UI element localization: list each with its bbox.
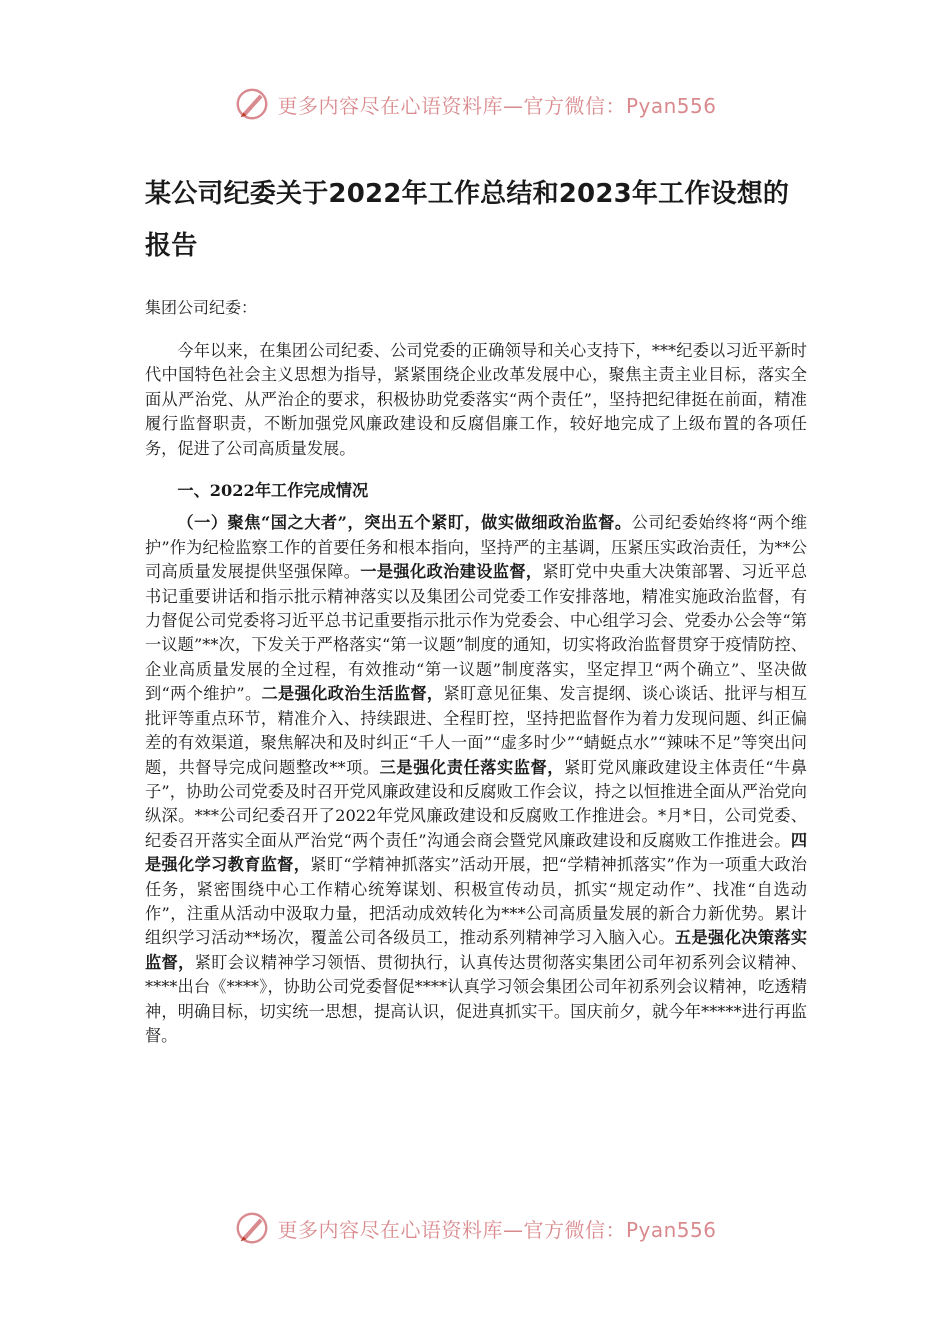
bottom-watermark-banner — [0, 1206, 950, 1250]
pen-circle-logo-icon — [233, 1209, 271, 1247]
watermark-text: 更多内容尽在心语资料库—官方微信：Pyan556 — [277, 93, 717, 118]
document-body — [145, 168, 807, 1048]
document-title: 某公司纪委关于2022年工作总结和2023年工作设想的报告 — [145, 179, 790, 261]
section-1-1-paragraph — [145, 511, 807, 1048]
intro-paragraph: 今年以来，在集团公司纪委、公司党委的正确领导和关心支持下，***纪委以习近平新时代中国特色社会主义思想为指导，紧紧围绕企业改革发展中心，聚焦主责主业目标，落实全面从严治党、从严治企的要求，积极协助党委落实“两个责任”，坚持把纪律挺在前面，精准履行监督职责，不断加强党风廉政建设和反腐倡廉工作，较好地完成了上级布置的各项任务，促进了公司高质量发展。 — [145, 341, 807, 458]
point-heading-4: 四是强化学习教育监督， — [145, 830, 807, 875]
pen-circle-logo-icon — [233, 85, 271, 123]
paragraph-text: 紧盯会议精神学习领悟、贯彻执行，认真传达贯彻落实集团公司年初系列会议精神、****出台《****》，协助公司党委督促****认真学习领会集团公司年初系列会议精神，吃透精神，明确目标，切实统一思想，提高认识，促进真抓实干。国庆前夕，就今年*****进行再监督。 — [145, 952, 808, 1045]
paragraph-text: 公司纪委始终将“两个维护”作为纪检监察工作的首要任务和根本指向，坚持严的主基调，压紧压实政治责任，为**公司高质量发展提供坚强保障。 — [145, 513, 807, 582]
subsection-heading: （一）聚焦“国之大者”，突出五个紧盯，做实做细政治监督。 — [177, 513, 632, 533]
addressee: 集团公司纪委： — [145, 298, 258, 317]
section-heading-1: 一、2022年工作完成情况 — [177, 481, 369, 501]
point-heading-1: 一是强化政治建设监督， — [360, 562, 543, 582]
paragraph-text: 紧盯“学精神抓落实”活动开展，把“学精神抓落实”作为一项重大政治任务，紧密围绕中心工作精心统筹谋划、积极宣传动员，抓实“规定动作”、找准“自选动作”，注重从活动中汲取力量，把活动成效转化为***公司高质量发展的新合力新优势。累计组织学习活动**场次，覆盖公司各级员工，推动系列精神学习入脑入心。 — [145, 855, 807, 948]
point-heading-5: 五是强化决策落实监督， — [145, 928, 808, 972]
paragraph-text: 紧盯意见征集、发言提纲、谈心谈话、批评与相互批评等重点环节，精准介入、持续跟进、全程盯控，坚持把监督作为着力发现问题、纠正偏差的有效渠道，聚焦解决和及时纠正“千人一面”“虚多时少”“蜻蜓点水”“辣味不足”等突出问题，共督导完成问题整改**项。 — [145, 684, 808, 777]
watermark-text: 更多内容尽在心语资料库—官方微信：Pyan556 — [277, 1217, 717, 1242]
point-heading-3: 三是强化责任落实监督， — [379, 757, 565, 777]
point-heading-2: 二是强化政治生活监督， — [261, 684, 444, 704]
top-watermark-banner — [0, 82, 950, 126]
paragraph-text: 紧盯党中央重大决策部署、习近平总书记重要讲话和指示批示精神落实以及集团公司党委工作安排落地，精准实施政治监督，有力督促公司党委将习近平总书记重要指示批示作为党委会、中心组学习会、党委办公会等“第一议题”**次，下发关于严格落实“第一议题”制度的通知，切实将政治监督贯穿于疫情防控、企业高质量发展的全过程，有效推动“第一议题”制度落实，坚定捍卫“两个确立”、坚决做到“两个维护”。 — [145, 562, 808, 704]
paragraph-text: 紧盯党风廉政建设主体责任“牛鼻子”，协助公司党委及时召开党风廉政建设和反腐败工作会议，持之以恒推进全面从严治党向纵深。***公司纪委召开了2022年党风廉政建设和反腐败工作推进会。*月*日，公司党委、纪委召开落实全面从严治党“两个责任”沟通会商会暨党风廉政建设和反腐败工作推进会。 — [145, 757, 808, 850]
